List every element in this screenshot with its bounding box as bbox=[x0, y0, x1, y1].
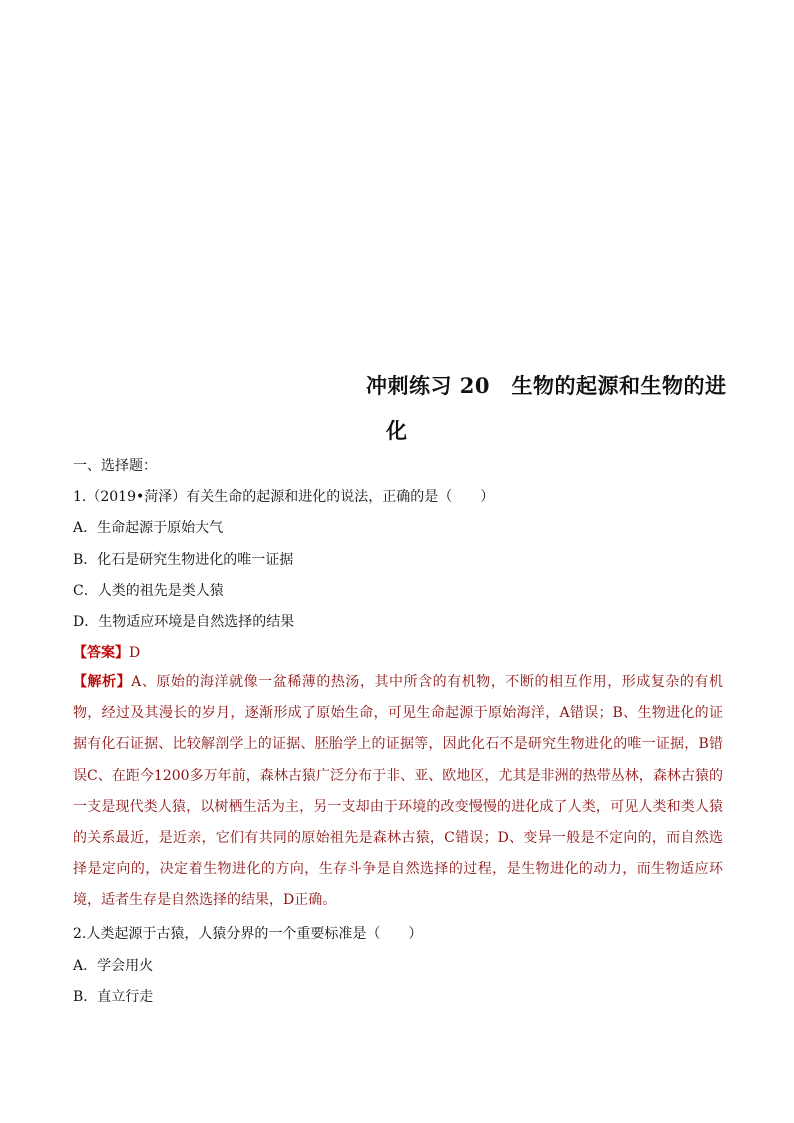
answer-value: D bbox=[129, 645, 141, 661]
question-1-option-d: D．生物适应环境是自然选择的结果 bbox=[73, 614, 295, 630]
question-1-analysis bbox=[73, 667, 723, 917]
analysis-tag: 【解析】 bbox=[73, 674, 132, 690]
question-1-option-b: B．化石是研究生物进化的唯一证据 bbox=[73, 552, 294, 568]
question-1-option-a: A．生命起源于原始大气 bbox=[73, 520, 224, 536]
question-1-stem: 1.（2019•菏泽）有关生命的起源和进化的说法，正确的是（ ） bbox=[73, 489, 495, 505]
question-2-stem: 2.人类起源于古猿，人猿分界的一个重要标准是（ ） bbox=[73, 926, 423, 942]
section-heading: 一、选择题： bbox=[73, 458, 157, 474]
page-title: 冲刺练习 20 生物的起源和生物的进 bbox=[366, 373, 727, 398]
page-title-continued: 化 bbox=[386, 418, 407, 443]
question-2-option-b: B．直立行走 bbox=[73, 989, 154, 1005]
analysis-text: A、原始的海洋就像一盆稀薄的热汤，其中所含的有机物，不断的相互作用，形成复杂的有机物，经过及其漫长的岁月，逐渐形成了原始生命，可见生命起源于原始海洋，A错误；B、生物进化的证据有化石证据、比较解剖学上的证据、胚胎学上的证据等，因此化石不是研究生物进化的唯一证据，B错误C、在距今1200多万年前，森林古猿广泛分布于非、亚、欧地区，尤其是非洲的热带丛林，森林古猿的一支是现代类人猿，以树栖生活为主，另一支却由于环境的改变慢慢的进化成了人类，可见人类和类人猿的关系最近，是近亲，它们有共同的原始祖先是森林古猿，C错误；D、变异一般是不定向的，而自然选择是定向的，决定着生物进化的方向，生存斗争是自然选择的过程，是生物进化的动力，而生物适应环境，适者生存是自然选择的结果，D正确。 bbox=[73, 674, 723, 909]
question-2-option-a: A．学会用火 bbox=[73, 958, 154, 974]
question-1-answer bbox=[73, 642, 140, 662]
question-1-option-c: C．人类的祖先是类人猿 bbox=[73, 583, 224, 599]
answer-tag: 【答案】 bbox=[73, 645, 129, 661]
